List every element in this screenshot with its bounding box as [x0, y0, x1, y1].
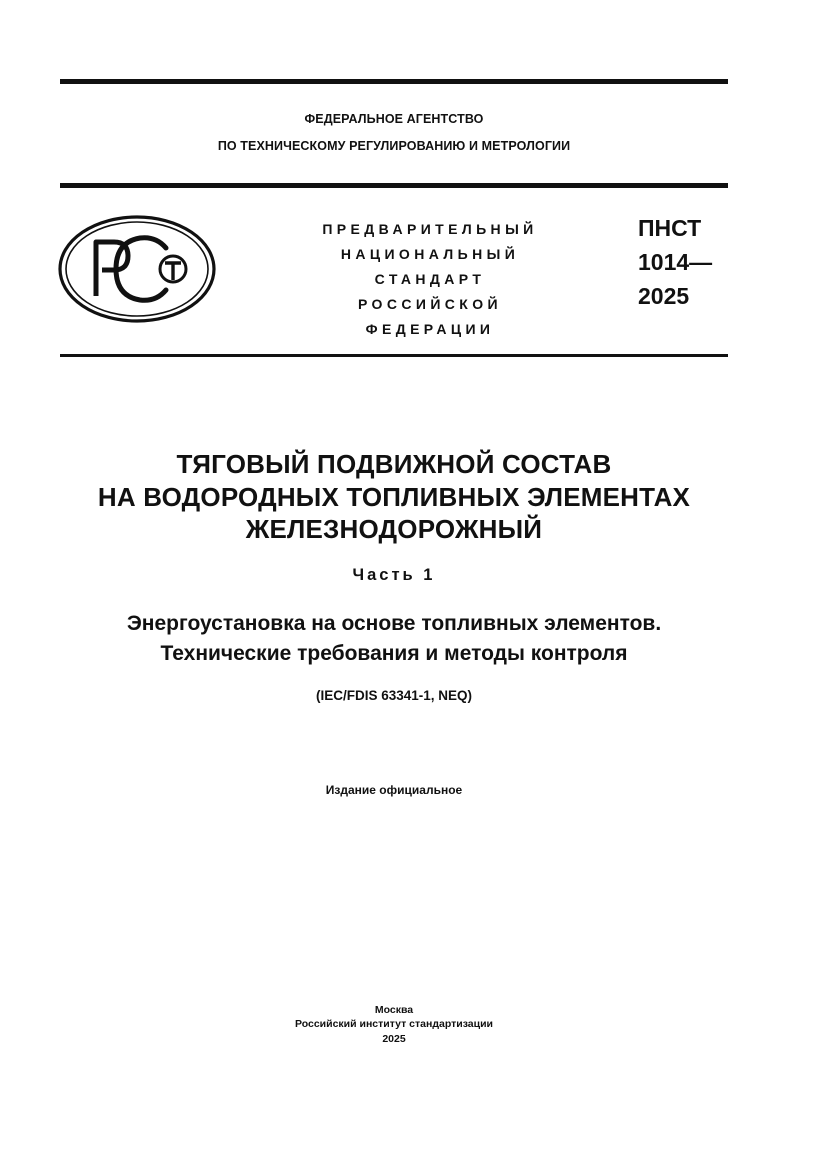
standard-type-line-1: ПРЕДВАРИТЕЛЬНЫЙ	[322, 221, 538, 237]
standard-type-line-5: ФЕДЕРАЦИИ	[365, 321, 495, 337]
imprint-year: 2025	[382, 1033, 406, 1045]
imprint-publisher: Российский институт стандартизации	[294, 1018, 494, 1030]
part-number: Часть 1	[352, 566, 436, 584]
standard-code-prefix: ПНСТ	[638, 215, 702, 241]
document-title-line-3: ЖЕЛЕЗНОДОРОЖНЫЙ	[245, 514, 543, 544]
imprint-city: Москва	[374, 1004, 414, 1016]
standard-code-year: 2025	[638, 283, 690, 309]
part-title-line-1: Энергоустановка на основе топливных элементов.	[126, 612, 662, 635]
document-title-line-2: НА ВОДОРОДНЫХ ТОПЛИВНЫХ ЭЛЕМЕНТАХ	[97, 482, 691, 512]
standard-type-line-2: НАЦИОНАЛЬНЫЙ	[340, 246, 520, 262]
middle-divider	[60, 183, 728, 188]
agency-name-line-1: ФЕДЕРАЛЬНОЕ АГЕНТСТВО	[304, 112, 484, 126]
document-title-line-1: ТЯГОВЫЙ ПОДВИЖНОЙ СОСТАВ	[176, 449, 612, 479]
standard-type-line-3: СТАНДАРТ	[374, 271, 486, 287]
agency-name-line-2: ПО ТЕХНИЧЕСКОМУ РЕГУЛИРОВАНИЮ И МЕТРОЛОГИИ	[217, 139, 571, 153]
edition-label: Издание официальное	[325, 783, 463, 797]
source-reference: (IEC/FDIS 63341-1, NEQ)	[315, 688, 473, 703]
part-title-line-2: Технические требования и методы контроля	[160, 642, 628, 665]
gost-r-mark-icon	[58, 214, 218, 324]
lower-divider	[60, 354, 728, 357]
standard-type-line-4: РОССИЙСКОЙ	[358, 296, 502, 312]
standard-code-number: 1014—	[638, 249, 713, 275]
top-divider	[60, 79, 728, 84]
